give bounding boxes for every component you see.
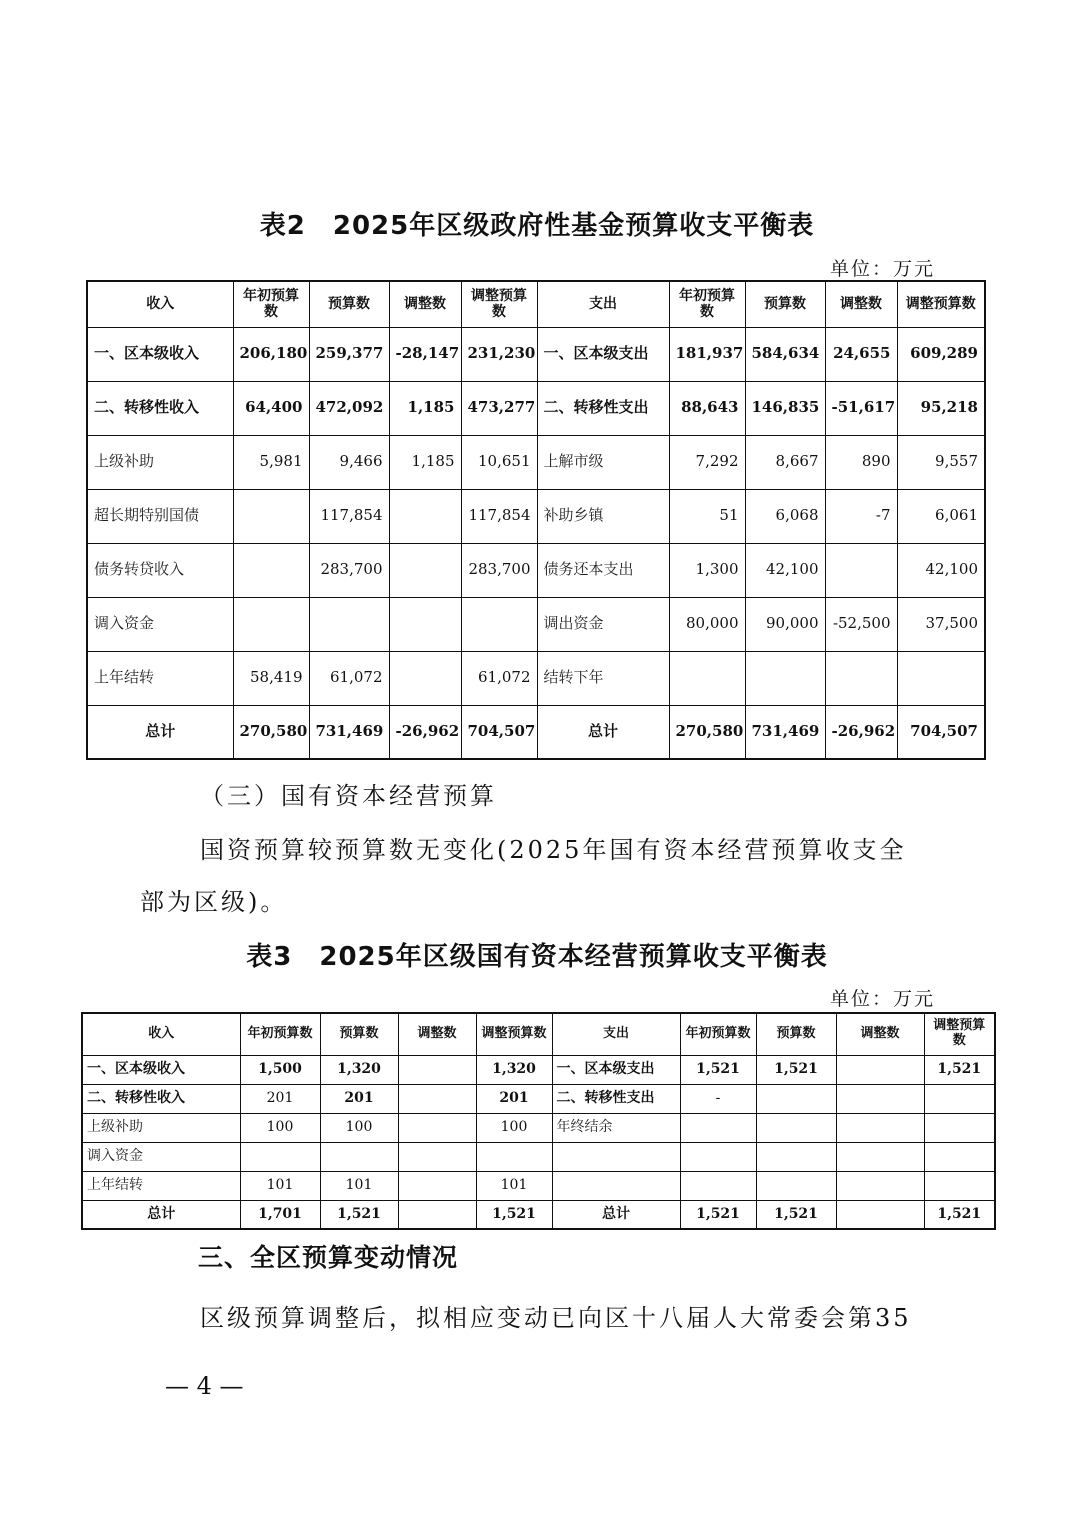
table-header-row bbox=[82, 1013, 995, 1055]
value-cell bbox=[756, 1084, 836, 1113]
value-cell bbox=[836, 1084, 924, 1113]
value-cell: 117,854 bbox=[461, 489, 537, 543]
row-label-cell: 总计 bbox=[552, 1200, 680, 1229]
value-cell: 1,521 bbox=[924, 1055, 995, 1084]
column-header: 预算数 bbox=[320, 1013, 398, 1055]
value-cell: -26,962 bbox=[389, 705, 461, 759]
column-header: 预算数 bbox=[309, 281, 389, 327]
row-label-cell: 一、区本级收入 bbox=[82, 1055, 240, 1084]
column-header: 调整预算数 bbox=[924, 1013, 995, 1055]
table2 bbox=[86, 280, 986, 760]
table-row bbox=[82, 1084, 995, 1113]
section-3-heading: （三）国有资本经营预算 bbox=[200, 782, 497, 810]
row-label-cell: 总计 bbox=[87, 705, 233, 759]
value-cell: 5,981 bbox=[233, 435, 309, 489]
value-cell: 10,651 bbox=[461, 435, 537, 489]
value-cell: 1,701 bbox=[240, 1200, 320, 1229]
value-cell: -26,962 bbox=[825, 705, 897, 759]
value-cell: 1,521 bbox=[680, 1055, 756, 1084]
value-cell: 704,507 bbox=[461, 705, 537, 759]
column-header: 预算数 bbox=[756, 1013, 836, 1055]
value-cell: 51 bbox=[669, 489, 745, 543]
value-cell: 1,521 bbox=[476, 1200, 552, 1229]
column-header: 年初预算数 bbox=[669, 281, 745, 327]
value-cell bbox=[398, 1142, 476, 1171]
value-cell: 61,072 bbox=[309, 651, 389, 705]
value-cell: - bbox=[680, 1084, 756, 1113]
table3 bbox=[81, 1012, 996, 1230]
value-cell bbox=[233, 597, 309, 651]
value-cell bbox=[233, 543, 309, 597]
value-cell: 9,557 bbox=[897, 435, 985, 489]
value-cell bbox=[309, 597, 389, 651]
table3-title: 表3 2025年区级国有资本经营预算收支平衡表 bbox=[246, 942, 828, 972]
value-cell bbox=[389, 543, 461, 597]
table-row bbox=[87, 543, 985, 597]
row-label-cell: 总计 bbox=[82, 1200, 240, 1229]
column-header: 调整数 bbox=[389, 281, 461, 327]
value-cell bbox=[398, 1113, 476, 1142]
value-cell: 206,180 bbox=[233, 327, 309, 381]
row-label-cell: 上年结转 bbox=[82, 1171, 240, 1200]
paragraph-1-line2: 部为区级)。 bbox=[140, 888, 288, 916]
value-cell bbox=[897, 651, 985, 705]
value-cell: 472,092 bbox=[309, 381, 389, 435]
table-row bbox=[87, 381, 985, 435]
column-header: 年初预算数 bbox=[233, 281, 309, 327]
value-cell: 24,655 bbox=[825, 327, 897, 381]
value-cell: 1,185 bbox=[389, 381, 461, 435]
column-header: 调整数 bbox=[825, 281, 897, 327]
column-header: 调整预算数 bbox=[897, 281, 985, 327]
table-row bbox=[82, 1171, 995, 1200]
value-cell: 7,292 bbox=[669, 435, 745, 489]
value-cell bbox=[836, 1055, 924, 1084]
value-cell: 270,580 bbox=[233, 705, 309, 759]
column-header: 调整预算数 bbox=[461, 281, 537, 327]
value-cell: 1,320 bbox=[476, 1055, 552, 1084]
row-label-cell: 调入资金 bbox=[87, 597, 233, 651]
row-label-cell: 总计 bbox=[537, 705, 669, 759]
value-cell bbox=[836, 1200, 924, 1229]
value-cell: 283,700 bbox=[309, 543, 389, 597]
table-row bbox=[87, 597, 985, 651]
value-cell: 37,500 bbox=[897, 597, 985, 651]
value-cell bbox=[389, 597, 461, 651]
value-cell: 61,072 bbox=[461, 651, 537, 705]
row-label-cell: 上级补助 bbox=[82, 1113, 240, 1142]
value-cell: 42,100 bbox=[897, 543, 985, 597]
value-cell: 1,320 bbox=[320, 1055, 398, 1084]
value-cell: -51,617 bbox=[825, 381, 897, 435]
value-cell: 101 bbox=[476, 1171, 552, 1200]
row-label-cell: 债务还本支出 bbox=[537, 543, 669, 597]
value-cell: 231,230 bbox=[461, 327, 537, 381]
column-header: 年初预算数 bbox=[680, 1013, 756, 1055]
table-header-row bbox=[87, 281, 985, 327]
table3-unit: 单位：万元 bbox=[830, 988, 936, 1010]
value-cell: 201 bbox=[240, 1084, 320, 1113]
table-row bbox=[82, 1113, 995, 1142]
value-cell bbox=[756, 1171, 836, 1200]
value-cell bbox=[669, 651, 745, 705]
value-cell: 201 bbox=[320, 1084, 398, 1113]
value-cell: 473,277 bbox=[461, 381, 537, 435]
row-label-cell: 二、转移性支出 bbox=[552, 1084, 680, 1113]
value-cell: 6,061 bbox=[897, 489, 985, 543]
value-cell: 146,835 bbox=[745, 381, 825, 435]
value-cell: -52,500 bbox=[825, 597, 897, 651]
value-cell: 1,185 bbox=[389, 435, 461, 489]
value-cell bbox=[680, 1142, 756, 1171]
value-cell bbox=[398, 1055, 476, 1084]
row-label-cell: 年终结余 bbox=[552, 1113, 680, 1142]
column-header: 调整数 bbox=[836, 1013, 924, 1055]
row-label-cell bbox=[552, 1142, 680, 1171]
row-label-cell: 一、区本级收入 bbox=[87, 327, 233, 381]
value-cell bbox=[745, 651, 825, 705]
paragraph-1-line1: 国资预算较预算数无变化(2025年国有资本经营预算收支全 bbox=[200, 836, 907, 864]
table-row bbox=[82, 1055, 995, 1084]
value-cell bbox=[825, 651, 897, 705]
value-cell: 117,854 bbox=[309, 489, 389, 543]
column-header: 收入 bbox=[87, 281, 233, 327]
value-cell bbox=[398, 1171, 476, 1200]
row-label-cell: 补助乡镇 bbox=[537, 489, 669, 543]
row-label-cell: 上解市级 bbox=[537, 435, 669, 489]
row-label-cell: 上年结转 bbox=[87, 651, 233, 705]
table-row bbox=[82, 1142, 995, 1171]
value-cell bbox=[836, 1171, 924, 1200]
value-cell: 1,521 bbox=[756, 1200, 836, 1229]
column-header: 调整数 bbox=[398, 1013, 476, 1055]
value-cell bbox=[924, 1142, 995, 1171]
table-row bbox=[87, 651, 985, 705]
paragraph-2: 区级预算调整后，拟相应变动已向区十八届人大常委会第35 bbox=[200, 1304, 912, 1332]
value-cell: 1,300 bbox=[669, 543, 745, 597]
column-header: 收入 bbox=[82, 1013, 240, 1055]
value-cell bbox=[398, 1200, 476, 1229]
value-cell: 100 bbox=[240, 1113, 320, 1142]
value-cell: 1,521 bbox=[680, 1200, 756, 1229]
value-cell bbox=[461, 597, 537, 651]
value-cell bbox=[836, 1142, 924, 1171]
value-cell bbox=[924, 1084, 995, 1113]
value-cell bbox=[924, 1171, 995, 1200]
value-cell: 1,521 bbox=[320, 1200, 398, 1229]
table-row bbox=[87, 489, 985, 543]
value-cell bbox=[233, 489, 309, 543]
value-cell: 1,500 bbox=[240, 1055, 320, 1084]
column-header: 年初预算数 bbox=[240, 1013, 320, 1055]
row-label-cell: 调出资金 bbox=[537, 597, 669, 651]
value-cell: 609,289 bbox=[897, 327, 985, 381]
column-header: 预算数 bbox=[745, 281, 825, 327]
value-cell: 259,377 bbox=[309, 327, 389, 381]
value-cell bbox=[924, 1113, 995, 1142]
value-cell: -28,147 bbox=[389, 327, 461, 381]
row-label-cell: 一、区本级支出 bbox=[537, 327, 669, 381]
value-cell: 283,700 bbox=[461, 543, 537, 597]
value-cell: 64,400 bbox=[233, 381, 309, 435]
value-cell: 95,218 bbox=[897, 381, 985, 435]
value-cell: 201 bbox=[476, 1084, 552, 1113]
value-cell: 42,100 bbox=[745, 543, 825, 597]
value-cell: 890 bbox=[825, 435, 897, 489]
value-cell: 58,419 bbox=[233, 651, 309, 705]
column-header: 调整预算数 bbox=[476, 1013, 552, 1055]
value-cell: 704,507 bbox=[897, 705, 985, 759]
value-cell bbox=[680, 1113, 756, 1142]
value-cell bbox=[825, 543, 897, 597]
table-row bbox=[87, 705, 985, 759]
row-label-cell: 超长期特别国债 bbox=[87, 489, 233, 543]
value-cell: 270,580 bbox=[669, 705, 745, 759]
row-label-cell: 二、转移性收入 bbox=[82, 1084, 240, 1113]
value-cell bbox=[389, 489, 461, 543]
table2-unit: 单位：万元 bbox=[830, 258, 936, 280]
row-label-cell bbox=[552, 1171, 680, 1200]
value-cell: 88,643 bbox=[669, 381, 745, 435]
value-cell: 584,634 bbox=[745, 327, 825, 381]
row-label-cell: 二、转移性收入 bbox=[87, 381, 233, 435]
value-cell: 101 bbox=[240, 1171, 320, 1200]
value-cell: 731,469 bbox=[309, 705, 389, 759]
value-cell: 6,068 bbox=[745, 489, 825, 543]
row-label-cell: 一、区本级支出 bbox=[552, 1055, 680, 1084]
value-cell bbox=[756, 1142, 836, 1171]
value-cell bbox=[389, 651, 461, 705]
page-number: — 4 — bbox=[165, 1372, 244, 1400]
table-row bbox=[82, 1200, 995, 1229]
value-cell bbox=[756, 1113, 836, 1142]
row-label-cell: 结转下年 bbox=[537, 651, 669, 705]
row-label-cell: 调入资金 bbox=[82, 1142, 240, 1171]
value-cell bbox=[680, 1171, 756, 1200]
column-header: 支出 bbox=[537, 281, 669, 327]
value-cell: 1,521 bbox=[924, 1200, 995, 1229]
value-cell bbox=[240, 1142, 320, 1171]
value-cell bbox=[398, 1084, 476, 1113]
row-label-cell: 上级补助 bbox=[87, 435, 233, 489]
value-cell: 101 bbox=[320, 1171, 398, 1200]
section-three-heading: 三、全区预算变动情况 bbox=[198, 1243, 459, 1272]
table2-title: 表2 2025年区级政府性基金预算收支平衡表 bbox=[259, 211, 815, 241]
row-label-cell: 二、转移性支出 bbox=[537, 381, 669, 435]
table-row bbox=[87, 327, 985, 381]
value-cell: 181,937 bbox=[669, 327, 745, 381]
row-label-cell: 债务转贷收入 bbox=[87, 543, 233, 597]
value-cell: 9,466 bbox=[309, 435, 389, 489]
value-cell: 1,521 bbox=[756, 1055, 836, 1084]
value-cell: 100 bbox=[476, 1113, 552, 1142]
value-cell: 90,000 bbox=[745, 597, 825, 651]
value-cell: -7 bbox=[825, 489, 897, 543]
value-cell bbox=[320, 1142, 398, 1171]
value-cell: 100 bbox=[320, 1113, 398, 1142]
value-cell: 80,000 bbox=[669, 597, 745, 651]
column-header: 支出 bbox=[552, 1013, 680, 1055]
table-row bbox=[87, 435, 985, 489]
value-cell bbox=[476, 1142, 552, 1171]
value-cell bbox=[836, 1113, 924, 1142]
value-cell: 8,667 bbox=[745, 435, 825, 489]
value-cell: 731,469 bbox=[745, 705, 825, 759]
